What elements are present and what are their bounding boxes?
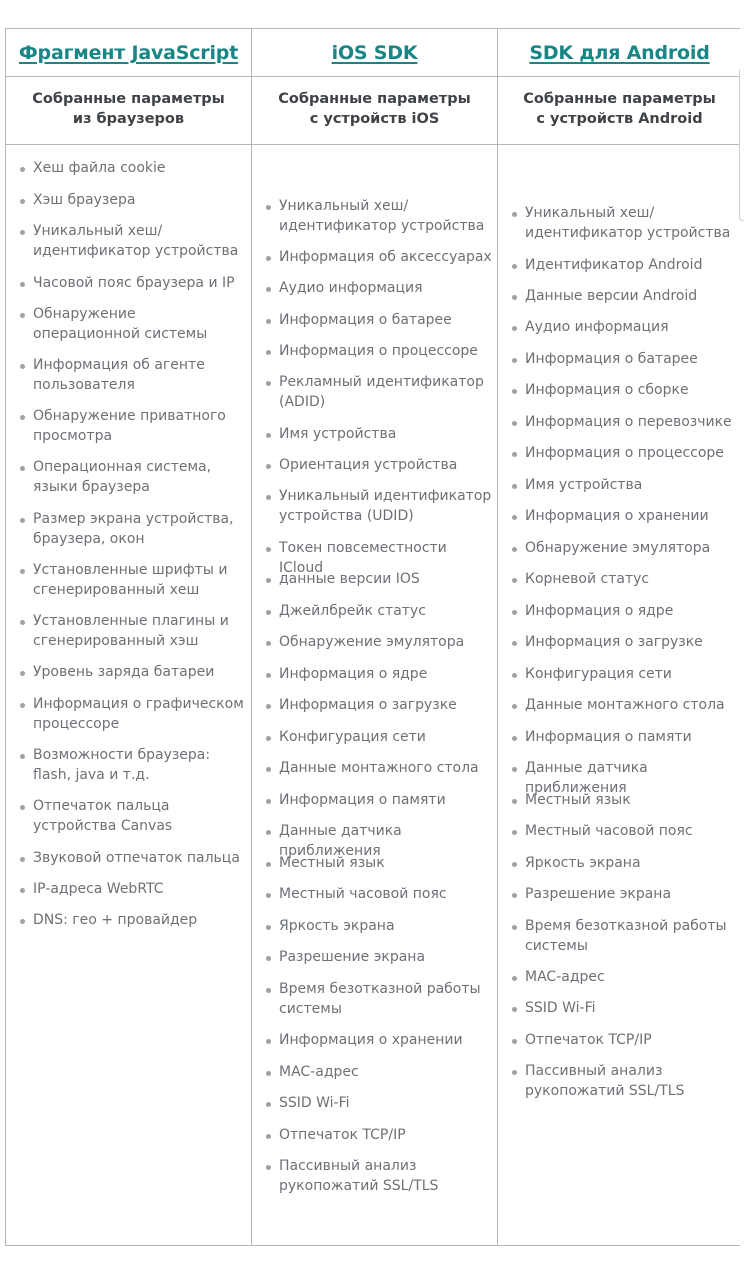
- column-ios-sdk: [252, 29, 497, 1245]
- list-item: Корневой статус: [525, 570, 737, 590]
- list-item: Уникальный хеш/ идентификатор устройства: [279, 197, 493, 236]
- list-item: Звуковой отпечаток пальца: [33, 849, 247, 869]
- list-item: Информация о ядре: [279, 665, 493, 685]
- list-item: Имя устройства: [525, 476, 737, 496]
- list-item: Часовой пояс браузера и IP: [33, 274, 247, 294]
- list-item: Аудио информация: [525, 318, 737, 338]
- list-item: Обнаружение эмулятора: [525, 539, 737, 559]
- subtitle-line-1: Собранные параметры: [523, 91, 716, 107]
- column-subtitle: [6, 89, 251, 129]
- list-item: Операционная система, языки браузера: [33, 458, 247, 497]
- list-item: Информация о процессоре: [525, 444, 737, 464]
- column-title-link[interactable]: iOS SDK: [331, 42, 418, 64]
- list-item: Отпечаток TCP/IP: [279, 1126, 493, 1146]
- subtitle-line-2: с устройств Android: [536, 111, 703, 127]
- column-android-sdk: [498, 29, 741, 1245]
- list-item: Данные монтажного стола: [279, 759, 493, 779]
- list-item: Пассивный анализ рукопожатий SSL/TLS: [525, 1062, 737, 1101]
- list-item: Информация о хранении: [525, 507, 737, 527]
- list-item: Данные датчика приближения: [279, 822, 493, 861]
- list-item: Идентификатор Android: [525, 256, 737, 276]
- list-item: Местный часовой пояс: [525, 822, 737, 842]
- list-item: Разрешение экрана: [279, 948, 493, 968]
- list-item: Информация о хранении: [279, 1031, 493, 1051]
- list-item: Джейлбрейк статус: [279, 602, 493, 622]
- list-item: Разрешение экрана: [525, 885, 737, 905]
- list-item: Информация о памяти: [279, 791, 493, 811]
- list-item: Информация о батарее: [525, 350, 737, 370]
- list-item: Местный язык: [279, 854, 493, 874]
- list-item: MAC-адрес: [525, 968, 737, 988]
- column-subtitle: [498, 89, 741, 129]
- list-item: SSID Wi-Fi: [279, 1094, 493, 1114]
- list-item: Информация о графическом процессоре: [33, 695, 247, 734]
- list-item: Обнаружение эмулятора: [279, 633, 493, 653]
- list-item: Данные монтажного стола: [525, 696, 737, 716]
- list-item: Уровень заряда батареи: [33, 663, 247, 683]
- list-item: IP-адреса WebRTC: [33, 880, 247, 900]
- list-item: Информация о ядре: [525, 602, 737, 622]
- list-item: Информация о загрузке: [525, 633, 737, 653]
- list-item: Конфигурация сети: [279, 728, 493, 748]
- list-item: данные версии IOS: [279, 570, 493, 590]
- list-item: Данные датчика приближения: [525, 759, 737, 798]
- list-item: Местный язык: [525, 791, 737, 811]
- list-item: Возможности браузера: flash, java и т.д.: [33, 746, 247, 785]
- list-item: Данные версии Android: [525, 287, 737, 307]
- subtitle-line-2: с устройств iOS: [309, 111, 440, 127]
- list-item: Рекламный идентификатор (ADID): [279, 373, 493, 412]
- subtitle-line-2: из браузеров: [72, 111, 185, 127]
- list-item: Ориентация устройства: [279, 456, 493, 476]
- list-item: Уникальный хеш/ идентификатор устройства: [525, 204, 737, 243]
- column-header: [252, 29, 497, 77]
- list-item: Информация о процессоре: [279, 342, 493, 362]
- list-item: Время безотказной работы системы: [279, 980, 493, 1019]
- column-title-link[interactable]: SDK для Android: [529, 42, 710, 64]
- column-header: [6, 29, 251, 77]
- list-item: Установленные плагины и сгенерированный хэш: [33, 612, 247, 651]
- list-item: Информация о памяти: [525, 728, 737, 748]
- list-item: Пассивный анализ рукопожатий SSL/TLS: [279, 1157, 493, 1196]
- column-subtitle: [252, 89, 497, 129]
- list-item: Яркость экрана: [279, 917, 493, 937]
- list-item: Информация об агенте пользователя: [33, 356, 247, 395]
- list-item: Имя устройства: [279, 425, 493, 445]
- subtitle-line-1: Собранные параметры: [278, 91, 471, 107]
- comparison-table: [5, 28, 740, 1246]
- list-item: Аудио информация: [279, 279, 493, 299]
- list-item: Информация о сборке: [525, 381, 737, 401]
- list-item: Уникальный хеш/ идентификатор устройства: [33, 222, 247, 261]
- list-item: Информация о перевозчике: [525, 413, 737, 433]
- list-item: Обнаружение операционной системы: [33, 305, 247, 344]
- list-item: Информация об аксессуарах: [279, 248, 493, 268]
- list-item: Время безотказной работы системы: [525, 917, 737, 956]
- list-item: Размер экрана устройства, браузера, окон: [33, 510, 247, 549]
- list-item: Яркость экрана: [525, 854, 737, 874]
- list-item: Отпечаток пальца устройства Canvas: [33, 797, 247, 836]
- list-item: Информация о загрузке: [279, 696, 493, 716]
- list-item: Отпечаток TCP/IP: [525, 1031, 737, 1051]
- list-item: MAC-адрес: [279, 1063, 493, 1083]
- list-item: Уникальный идентификатор устройства (UDID): [279, 487, 493, 526]
- list-item: Хэш браузера: [33, 191, 247, 211]
- column-javascript: [6, 29, 251, 1245]
- list-item: Обнаружение приватного просмотра: [33, 407, 247, 446]
- list-item: Установленные шрифты и сгенерированный хеш: [33, 561, 247, 600]
- list-item: Информация о батарее: [279, 311, 493, 331]
- column-title-link[interactable]: Фрагмент JavaScript: [18, 42, 239, 64]
- list-item: DNS: гео + провайдер: [33, 911, 247, 931]
- list-item: Токен повсеместности ICloud: [279, 539, 493, 578]
- scroll-edge[interactable]: [739, 70, 744, 221]
- column-header: [498, 29, 741, 77]
- list-item: Местный часовой пояс: [279, 885, 493, 905]
- subtitle-line-1: Собранные параметры: [32, 91, 225, 107]
- list-item: SSID Wi-Fi: [525, 999, 737, 1019]
- list-item: Хеш файла cookie: [33, 159, 247, 179]
- list-item: Конфигурация сети: [525, 665, 737, 685]
